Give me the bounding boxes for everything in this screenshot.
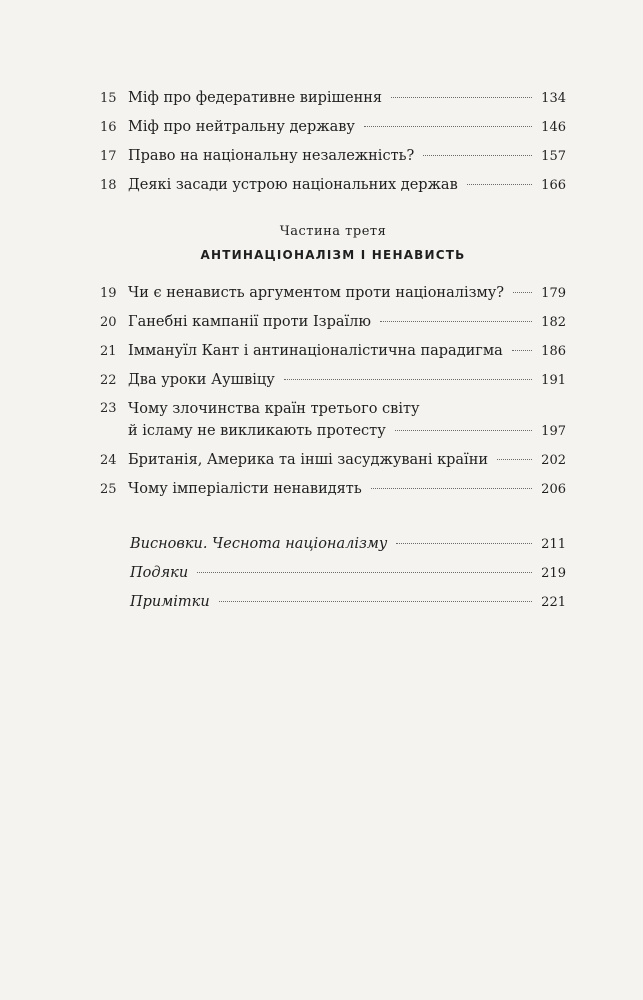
toc-entry-16[interactable] [100,116,566,139]
toc-entry-21[interactable] [100,340,566,363]
chapter-title: Іммануїл Кант і антинаціоналістична парадигма [128,343,503,359]
dot-leader [371,488,532,489]
chapter-number: 18 [100,178,117,193]
dot-leader [197,572,532,573]
chapter-number: 17 [100,149,117,164]
chapter-title-line-2: й ісламу не викликають протесту [128,423,386,439]
page-number: 197 [541,424,566,439]
section-title: Подяки [130,565,189,581]
page-number: 206 [541,482,566,497]
toc-entry-25[interactable] [100,478,566,501]
chapter-number: 25 [100,482,117,497]
chapter-title-line-1: Чому злочинства країн третього світу [128,401,420,417]
toc-entry-18[interactable] [100,174,566,197]
dot-leader [396,543,532,544]
toc-entry-23-continuation[interactable] [128,420,566,443]
toc-entry-conclusions[interactable] [130,533,566,556]
page-number: 134 [541,91,566,106]
dot-leader [513,292,532,293]
chapter-title: Чому імперіалісти ненавидять [128,481,362,497]
chapter-number: 16 [100,120,117,135]
toc-entry-acknowledgements[interactable] [130,562,566,585]
dot-leader [467,184,532,185]
dot-leader [380,321,532,322]
page-number: 166 [541,178,566,193]
dot-leader [497,459,532,460]
chapter-title: Британія, Америка та інші засуджувані країни [128,452,489,468]
toc-entry-15[interactable] [100,87,566,110]
chapter-number: 23 [100,401,117,416]
page-number: 179 [541,286,566,301]
toc-entry-20[interactable] [100,311,566,334]
page-number: 146 [541,120,566,135]
chapter-title: Міф про нейтральну державу [128,119,355,135]
dot-leader [423,155,532,156]
toc-entry-23[interactable] [100,398,566,420]
part-label: Частина третя [279,224,387,239]
toc-entry-19[interactable] [100,282,566,305]
section-title: Примітки [130,594,210,610]
chapter-number: 24 [100,453,117,468]
toc-entry-notes[interactable] [130,591,566,614]
dot-leader [284,379,532,380]
page-number: 219 [541,566,566,581]
toc-entry-24[interactable] [100,449,566,472]
chapter-title: Ганебні кампанії проти Ізраїлю [128,314,371,330]
dot-leader [364,126,532,127]
part-title: АНТИНАЦІОНАЛІЗМ І НЕНАВИСТЬ [200,248,466,262]
chapter-title: Міф про федеративне вирішення [128,90,383,106]
chapter-number: 22 [100,373,117,388]
chapter-title: Деякі засади устрою національних держав [128,177,458,193]
dot-leader [395,430,532,431]
chapter-title: Право на національну незалежність? [128,148,415,164]
chapter-number: 19 [100,286,117,301]
toc-entry-22[interactable] [100,369,566,392]
dot-leader [512,350,532,351]
chapter-title: Чи є ненависть аргументом проти націоналізму? [128,285,505,301]
chapter-number: 20 [100,315,117,330]
page-number: 186 [541,344,566,359]
page-number: 211 [541,537,566,552]
page-number: 221 [541,595,566,610]
chapter-title: Два уроки Аушвіцу [128,372,275,388]
page-number: 182 [541,315,566,330]
chapter-number: 21 [100,344,117,359]
chapter-number: 15 [100,91,117,106]
page-number: 191 [541,373,566,388]
dot-leader [391,97,532,98]
toc-entry-17[interactable] [100,145,566,168]
section-title: Висновки. Чеснота націоналізму [130,536,388,552]
dot-leader [219,601,532,602]
page-number: 157 [541,149,566,164]
page-number: 202 [541,453,566,468]
